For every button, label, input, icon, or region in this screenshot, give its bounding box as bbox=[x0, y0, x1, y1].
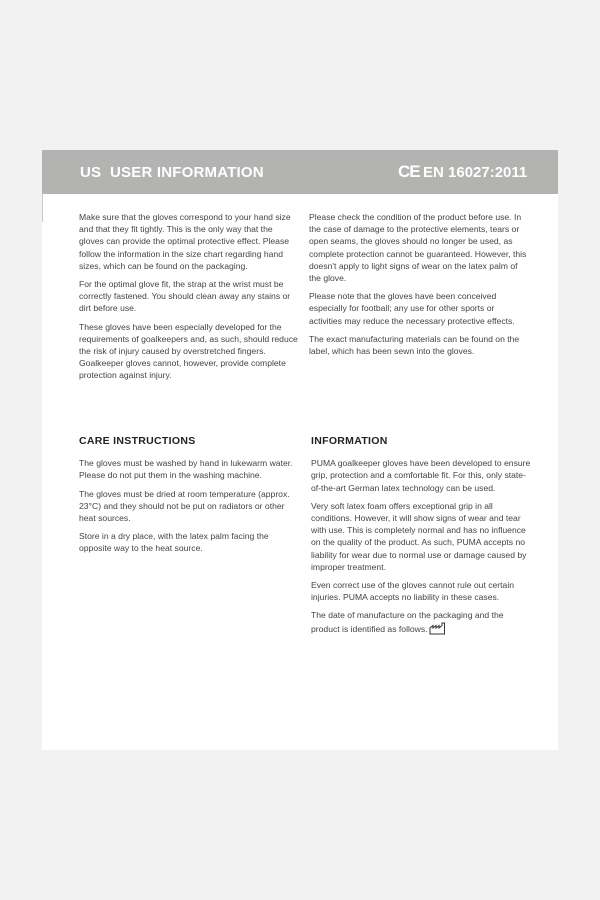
paragraph: The exact manufacturing materials can be found on the label, which has been sewn into the gloves. bbox=[309, 333, 520, 357]
section-title: CARE INSTRUCTIONS bbox=[79, 435, 196, 447]
manufacture-paragraph bbox=[311, 609, 531, 637]
user-info-right-column bbox=[309, 211, 529, 363]
factory-date-icon bbox=[429, 622, 446, 638]
paragraph: Even correct use of the gloves cannot rule out certain injuries. PUMA accepts no liability in these cases. bbox=[311, 580, 515, 603]
paragraph: Very soft latex foam offers exceptional grip in all conditions. However, it will show signs of wear and tear with use. This is completely normal and has no influence on the quality of the product. As such, PUMA accepts no liability for wear due to normal use or damage caused by improper treatment. bbox=[311, 500, 527, 572]
care-instructions-section bbox=[79, 435, 299, 561]
paragraph: Store in a dry place, with the latex palm facing the opposite way to the heat source. bbox=[79, 531, 269, 554]
paragraph: The gloves must be washed by hand in lukewarm water. Please do not put them in the washing machine. bbox=[79, 458, 293, 481]
document-title: USER INFORMATION bbox=[110, 164, 264, 181]
information-section bbox=[311, 435, 531, 644]
divider bbox=[42, 194, 43, 222]
paragraph: Please note that the gloves have been conceived especially for football; any use for other sports or activities may reduce the necessary protective effects. bbox=[309, 291, 515, 326]
paragraph: PUMA goalkeeper gloves have been developed to ensure grip, protection and a comfortable fit. For this, only state-of-the-art German latex technology can be used. bbox=[311, 458, 531, 493]
paragraph: Make sure that the gloves correspond to your hand size and that they fit tightly. This is the only way that the gloves can provide the optimal protective effect. Please follow the information in the size chart regarding hand sizes, which can be found on the packaging. bbox=[79, 212, 291, 271]
ce-mark: CE bbox=[398, 162, 420, 181]
region-code: US bbox=[80, 164, 102, 181]
document-sheet bbox=[42, 150, 558, 750]
paragraph: These gloves have been especially developed for the requirements of goalkeepers and, as such, should reduce the risk of injury caused by overstretched fingers. Goalkeeper gloves cannot, however, provide complete protection against injury. bbox=[79, 321, 298, 381]
standard-number: EN 16027:2011 bbox=[423, 164, 528, 181]
section-title: INFORMATION bbox=[311, 435, 388, 447]
user-info-left-column bbox=[79, 211, 299, 388]
paragraph: For the optimal glove fit, the strap at the wrist must be correctly fastened. You should clean away any stains or dirt before use. bbox=[79, 279, 291, 314]
header-bar bbox=[42, 150, 558, 194]
paragraph: The gloves must be dried at room temperature (approx. 23°C) and they should not be put on radiators or other heat sources. bbox=[79, 488, 290, 524]
paragraph: Please check the condition of the product before use. In the case of damage to the protective elements, tears or open seams, the gloves should no longer be used, as complete protection cannot be guaranteed. However, this doesn't apply to light signs of wear on the latex palm of the glove. bbox=[309, 212, 527, 284]
paragraph-text: The date of manufacture on the packaging and the product is identified as follows. bbox=[311, 610, 504, 634]
